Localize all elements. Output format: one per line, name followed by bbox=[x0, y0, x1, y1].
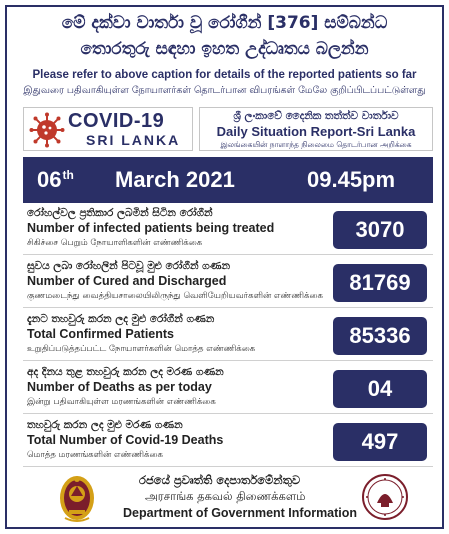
date-day bbox=[37, 167, 74, 193]
stat-label-english: Number of infected patients being treated bbox=[27, 221, 275, 235]
stat-row-cured-discharged bbox=[23, 258, 433, 308]
stat-label-tamil: மொத்த மரணங்களின் எண்ணிக்கை bbox=[27, 450, 163, 460]
stat-label-english: Number of Deaths as per today bbox=[27, 380, 212, 394]
covid-title: COVID-19 bbox=[68, 110, 165, 132]
header-sinhala-line2: තොරතුරු සඳහා ඉහත උද්ධෘතය බලන්න bbox=[80, 39, 369, 59]
date-month-year: March 2021 bbox=[115, 167, 235, 192]
report-title-sinhala: ශ්‍රී ලංකාවේ දෛනික තත්ත්ව වාර්තාව bbox=[233, 110, 399, 122]
stat-label-tamil: இன்று பதிவாகியுள்ள மரணங்களின் எண்ணிக்கை bbox=[27, 397, 216, 407]
report-title-tamil: இலங்கையின் நாளாந்த நிலைமை தொடர்பான அறிக்கை bbox=[220, 140, 412, 149]
date-day-suffix: th bbox=[62, 167, 74, 182]
stat-label-sinhala: සුවය ලබා රෝහලින් පිටවූ මුළු රෝගීන් ගණන bbox=[27, 260, 230, 272]
header-sinhala-line1: මේ දක්වා වාර්තා වූ රෝගීන් [376] සම්බන්ධ bbox=[61, 13, 388, 33]
header-english: Please refer to above caption for details of the reported patients so far bbox=[32, 69, 417, 81]
sri-lanka-emblem-icon bbox=[57, 474, 97, 524]
date-day-number: 06 bbox=[37, 167, 62, 192]
stat-row-total-confirmed bbox=[23, 311, 433, 361]
report-title-english: Daily Situation Report-Sri Lanka bbox=[216, 124, 416, 139]
stat-label-tamil: சிகிச்சை பெறும் நோயாளிகளின் எண்ணிக்கை bbox=[27, 238, 203, 248]
footer-sinhala: රජයේ ප්‍රවෘත්ති දෙපාර්තමේන්තුව bbox=[139, 473, 301, 487]
covid-subtitle: SRI LANKA bbox=[86, 132, 181, 148]
footer-english: Department of Government Information bbox=[123, 506, 358, 520]
stat-label-sinhala: තහවුරු කරන ලද මුළු මරණ ගණන bbox=[27, 419, 183, 431]
footer-tamil: அரசாங்க தகவல் திணைக்களம் bbox=[145, 489, 306, 503]
stat-value-deaths-today: 04 bbox=[333, 370, 427, 408]
covid-logo bbox=[23, 107, 193, 151]
stat-label-sinhala: රෝහල්වල ප්‍රතිකාර ලබමින් සිටින රෝගීන් bbox=[27, 207, 213, 219]
stat-label-english: Total Confirmed Patients bbox=[27, 327, 175, 341]
stat-value-being-treated: 3070 bbox=[333, 211, 427, 249]
stat-value-total-confirmed: 85336 bbox=[333, 317, 427, 355]
stat-label-sinhala: අද දිනය තුළ තහවුරු කරන ලද මරණ ගණන bbox=[27, 366, 224, 378]
government-information-logo-icon bbox=[361, 473, 409, 521]
stat-value-cured-discharged: 81769 bbox=[333, 264, 427, 302]
stat-label-tamil: குணமடைந்து வைத்தியசாலையிலிருந்து வெளியேறியவர்களின் எண்ணிக்கை bbox=[27, 291, 323, 301]
stat-value-total-deaths: 497 bbox=[333, 423, 427, 461]
stat-row-total-deaths bbox=[23, 417, 433, 467]
stat-label-sinhala: දැනට තහවුරු කරන ලද මුළු රෝගීන් ගණන bbox=[27, 313, 215, 325]
date-bar bbox=[23, 157, 433, 203]
report-title-box bbox=[199, 107, 433, 151]
stat-row-being-treated bbox=[23, 205, 433, 255]
stat-label-english: Total Number of Covid-19 Deaths bbox=[27, 433, 224, 447]
stat-label-english: Number of Cured and Discharged bbox=[27, 274, 227, 288]
header-tamil: இதுவரை பதிவாகியுள்ள நோயாளர்கள் தொடர்பான விபரங்கள் மேலே குறிப்பிடப்பட்டுள்ளது bbox=[23, 85, 426, 96]
stat-row-deaths-today bbox=[23, 364, 433, 414]
stat-label-tamil: உறுதிப்படுத்தப்பட்ட நோயாளர்களின் மொத்த எண்ணிக்கை bbox=[27, 344, 256, 354]
virus-icon bbox=[29, 112, 65, 148]
situation-report-card bbox=[5, 5, 444, 529]
report-time: 09.45pm bbox=[307, 167, 396, 192]
footer-department bbox=[23, 471, 433, 525]
